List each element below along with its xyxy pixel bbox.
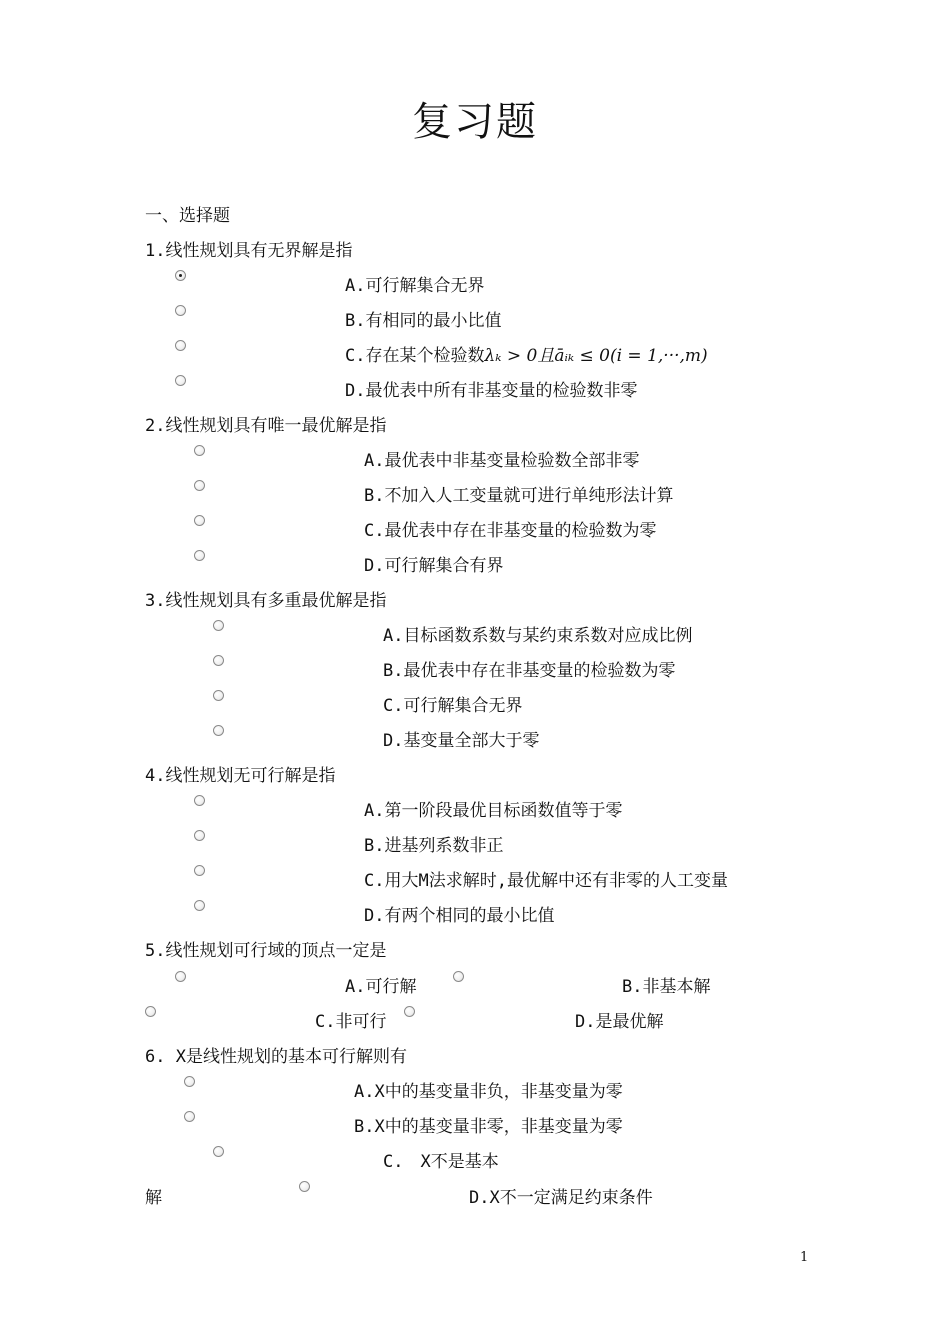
q6-option-a-radio[interactable]: [184, 1076, 195, 1087]
page-title: 复习题: [412, 99, 538, 145]
q5-option-d-radio[interactable]: [404, 1006, 415, 1017]
q1-option-c-label: C.存在某个检验数λₖ > 0且āᵢₖ ≤ 0(i = 1,···,m): [345, 346, 708, 366]
q1-option-d-radio[interactable]: [175, 375, 186, 386]
question-2-stem: 2.线性规划具有唯一最优解是指: [145, 416, 387, 436]
page-number: 1: [800, 1250, 809, 1265]
q1-option-c-radio[interactable]: [175, 340, 186, 351]
q4-option-a-radio[interactable]: [194, 795, 205, 806]
q4-option-d-label: D.有两个相同的最小比值: [364, 906, 555, 926]
q3-option-a-radio[interactable]: [213, 620, 224, 631]
q5-option-c-radio[interactable]: [145, 1006, 156, 1017]
q2-option-a-radio[interactable]: [194, 445, 205, 456]
question-6-stem: 6. X是线性规划的基本可行解则有: [145, 1047, 407, 1067]
q5-option-a-radio[interactable]: [175, 971, 186, 982]
q3-option-b-label: B.最优表中存在非基变量的检验数为零: [383, 661, 676, 681]
q2-option-d-label: D.可行解集合有界: [364, 556, 504, 576]
q6-option-c-radio[interactable]: [213, 1146, 224, 1157]
question-4-stem: 4.线性规划无可行解是指: [145, 766, 336, 786]
q6-option-b-label: B.X中的基变量非零，非基变量为零: [354, 1117, 623, 1137]
q5-option-c-label: C.非可行: [315, 1012, 387, 1032]
q6-option-c-label: C. X不是基本: [383, 1152, 499, 1172]
q1-option-a-radio[interactable]: [175, 270, 186, 281]
q1-option-c-formula: λₖ > 0且āᵢₖ ≤ 0(i = 1,···,m): [484, 346, 708, 366]
question-5-stem: 5.线性规划可行域的顶点一定是: [145, 941, 387, 961]
q3-option-d-label: D.基变量全部大于零: [383, 731, 540, 751]
q2-option-c-radio[interactable]: [194, 515, 205, 526]
q3-option-c-radio[interactable]: [213, 690, 224, 701]
q3-option-d-radio[interactable]: [213, 725, 224, 736]
q2-option-d-radio[interactable]: [194, 550, 205, 561]
q1-option-a-label: A.可行解集合无界: [345, 276, 485, 296]
q6-option-d-radio[interactable]: [299, 1181, 310, 1192]
q5-option-b-label: B.非基本解: [622, 977, 711, 997]
q4-option-b-radio[interactable]: [194, 830, 205, 841]
q4-option-c-label: C.用大M法求解时,最优解中还有非零的人工变量: [364, 871, 728, 891]
q3-option-b-radio[interactable]: [213, 655, 224, 666]
q2-option-c-label: C.最优表中存在非基变量的检验数为零: [364, 521, 657, 541]
q6-option-c-label-continued: 解: [145, 1188, 162, 1208]
q1-option-d-label: D.最优表中所有非基变量的检验数非零: [345, 381, 638, 401]
q1-option-b-label: B.有相同的最小比值: [345, 311, 502, 331]
q3-option-a-label: A.目标函数系数与某约束系数对应成比例: [383, 626, 693, 646]
q5-option-b-radio[interactable]: [453, 971, 464, 982]
question-3-stem: 3.线性规划具有多重最优解是指: [145, 591, 387, 611]
section-heading: 一、选择题: [145, 206, 230, 226]
q4-option-a-label: A.第一阶段最优目标函数值等于零: [364, 801, 623, 821]
q6-option-b-radio[interactable]: [184, 1111, 195, 1122]
q1-option-b-radio[interactable]: [175, 305, 186, 316]
q4-option-d-radio[interactable]: [194, 900, 205, 911]
q6-option-a-label: A.X中的基变量非负，非基变量为零: [354, 1082, 623, 1102]
question-1-stem: 1.线性规划具有无界解是指: [145, 241, 353, 261]
q2-option-b-label: B.不加入人工变量就可进行单纯形法计算: [364, 486, 674, 506]
q4-option-c-radio[interactable]: [194, 865, 205, 876]
q4-option-b-label: B.进基列系数非正: [364, 836, 504, 856]
q3-option-c-label: C.可行解集合无界: [383, 696, 523, 716]
q5-option-d-label: D.是最优解: [575, 1012, 664, 1032]
q5-option-a-label: A.可行解: [345, 977, 417, 997]
q6-option-d-label: D.X不一定满足约束条件: [469, 1188, 653, 1208]
q2-option-a-label: A.最优表中非基变量检验数全部非零: [364, 451, 640, 471]
q2-option-b-radio[interactable]: [194, 480, 205, 491]
